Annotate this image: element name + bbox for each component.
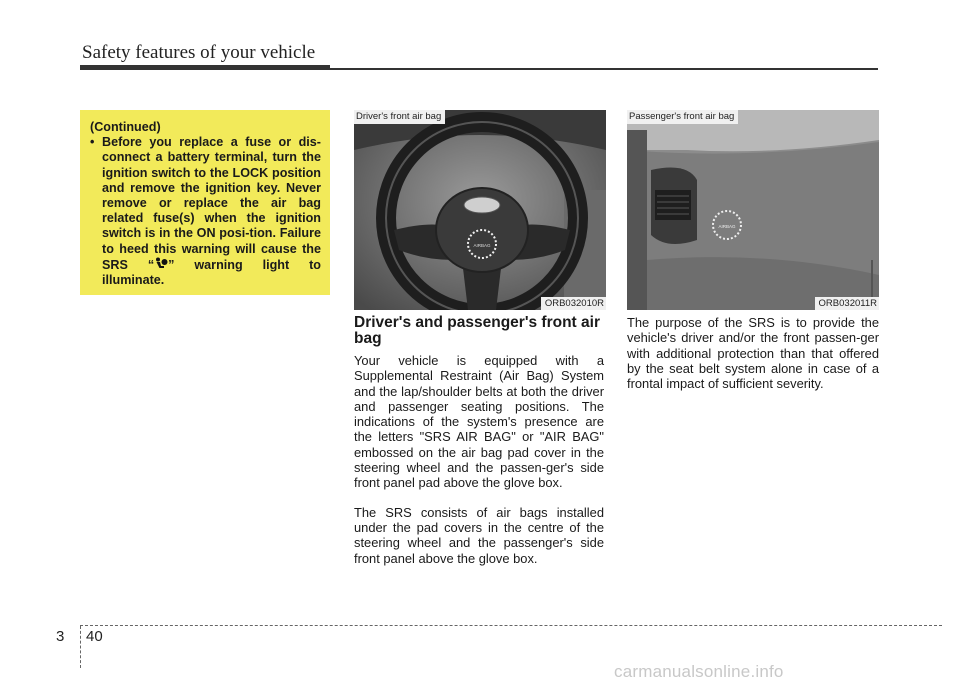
figure-label: Driver's front air bag: [354, 110, 445, 124]
driver-airbag-figure: [354, 110, 606, 310]
dashboard-photo: [627, 110, 879, 310]
steering-wheel-photo: [354, 110, 606, 310]
page-header-title: Safety features of your vehicle: [82, 42, 316, 63]
svg-text:AIRBAG: AIRBAG: [473, 243, 491, 248]
footer-vertical-divider: [80, 626, 81, 668]
figure-label: Passenger's front air bag: [627, 110, 738, 124]
passenger-airbag-figure: [627, 110, 879, 310]
section-heading: Driver's and passenger's front air bag: [354, 314, 600, 347]
paragraph: Your vehicle is equipped with a Supplemental Restraint (Air Bag) System and the lap/shoulder belts at both the driver and passenger seating positions. The indications of the system's presence are the letters "SRS AIR BAG" or "AIR BAG" embossed on the air bag pad cover in the steering wheel and the passen-ger's side front panel pad above the glove box.: [354, 353, 604, 491]
page-number: 40: [86, 628, 103, 645]
figure-code: ORB032010R: [541, 297, 606, 310]
watermark: carmanualsonline.info: [614, 662, 784, 681]
paragraph: The SRS consists of air bags installed under the pad covers in the centre of the steering wheel and the passenger's side front panel above the glove box.: [354, 504, 604, 566]
warning-continued-label: (Continued): [90, 120, 161, 134]
srs-airbag-warning-icon: [154, 257, 168, 271]
warning-box: [80, 110, 330, 295]
figure-code: ORB032011R: [815, 297, 879, 310]
warning-text: [102, 135, 321, 288]
warning-text-after: ” warning light to illuminate.: [102, 257, 321, 288]
section-column-right: [627, 315, 879, 405]
section-column-left: [354, 315, 604, 580]
paragraph: The purpose of the SRS is to provide the vehicle's driver and/or the front passen-ger with additional protection than that offered by the seat belt system alone in case of a frontal impact of sufficient severity.: [627, 315, 879, 392]
warning-bullet: [89, 135, 321, 288]
warning-text-before: Before you replace a fuse or dis-connect a battery terminal, turn the ignition switch to the LOCK position and remove the ignition key. Never remove or replace the air bag related fuse(s) when the ignition switch is in the ON posi-tion. Failure to heed this warning will cause the SRS “: [102, 135, 321, 272]
chapter-number: 3: [56, 628, 65, 645]
svg-text:AIRBAG: AIRBAG: [718, 224, 736, 229]
footer-divider: [80, 625, 942, 626]
header-divider: [80, 68, 878, 70]
